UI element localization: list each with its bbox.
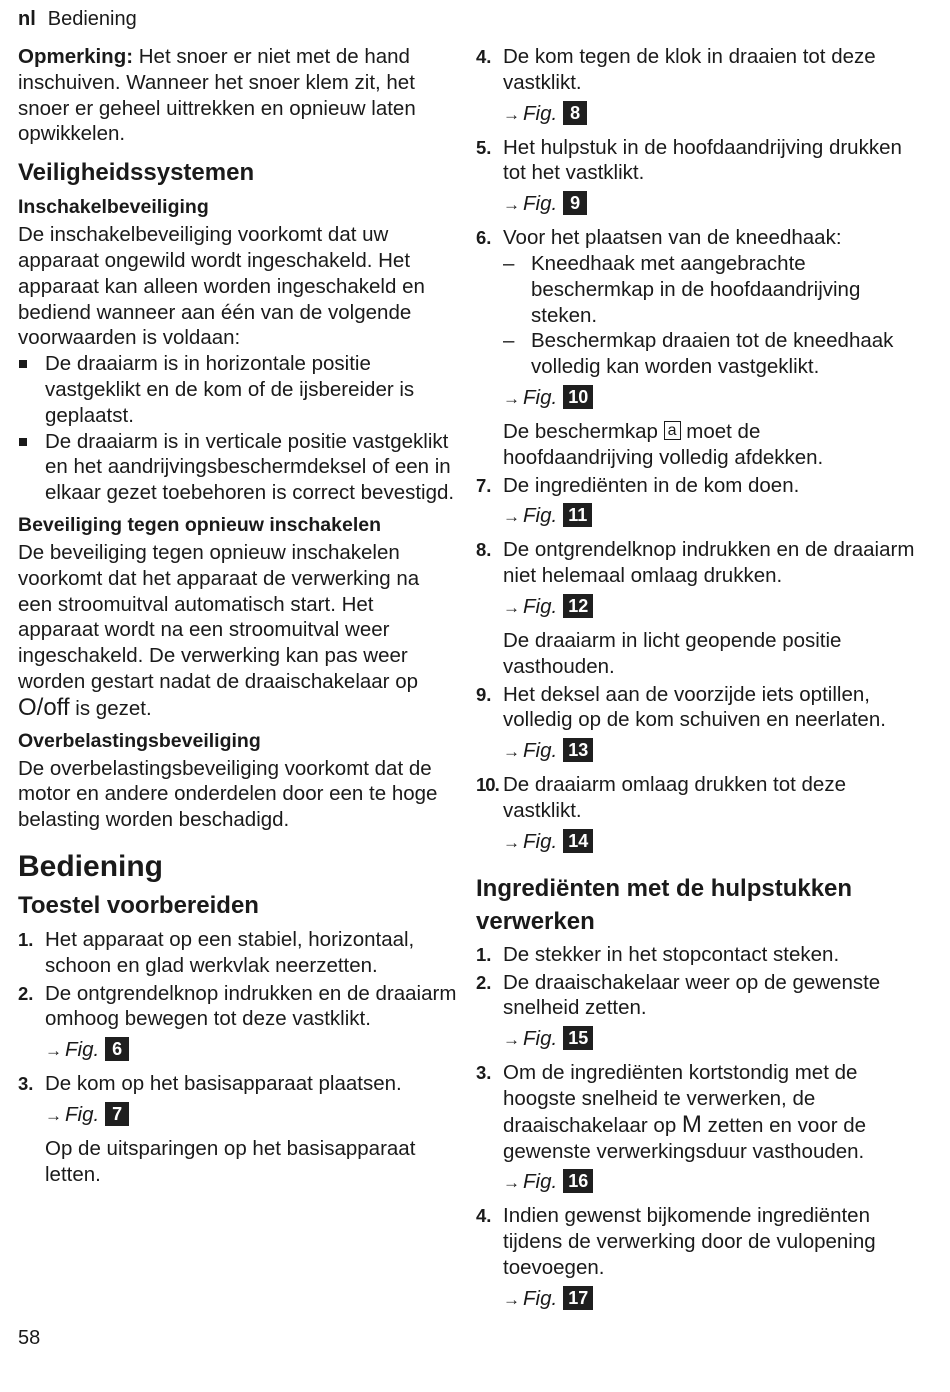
bullet-item [18, 429, 458, 506]
step-number: 2. [18, 982, 34, 1004]
arrow-icon: → [503, 388, 520, 408]
step-text: De ingrediënten in de kom doen. [503, 473, 800, 497]
step-text: Indien gewenst bijkomende ingrediënten tijdens de verwerking door de vulopening toevoegen. [503, 1204, 876, 1279]
header-section: Bediening [47, 8, 137, 30]
part-label-box: a [664, 421, 681, 440]
overload-text: De overbelastingsbeveiliging voorkomt dat de motor en andere onderdelen door een te hoge belasting worden beschadigd. [18, 756, 438, 832]
figure-reference [503, 1167, 916, 1198]
safety-heading: Veiligheidssystemen [18, 159, 255, 187]
fig-number: 12 [563, 594, 593, 618]
step-note [503, 419, 916, 471]
fig-number: 11 [563, 503, 592, 527]
step-text [503, 1060, 916, 1164]
figure-reference [503, 501, 916, 532]
fig-label: Fig. [65, 1102, 100, 1126]
fig-label: Fig. [65, 1038, 100, 1062]
switchon-text: De inschakelbeveiliging voorkomt dat uw apparaat ongewild wordt ingeschakeld. Het apparaat kan alleen worden ingeschakeld en bediend wanneer aan één van de volgende voorwaarden is voldaan: [18, 223, 425, 350]
arrow-icon: → [503, 1030, 520, 1050]
step-item [476, 473, 916, 533]
step-text: Voor het plaatsen van de kneedhaak: [503, 226, 842, 250]
step-item [476, 135, 916, 221]
step-item [476, 537, 916, 679]
note-label: Opmerking: [18, 45, 134, 68]
step-number: 1. [476, 943, 492, 965]
step-text: De draaiarm omlaag drukken tot deze vastklikt. [503, 773, 846, 822]
restart-text-part: De beveiliging tegen opnieuw inschakelen voorkomt dat het apparaat de verwerking na een stroomuitval automatisch start. Het apparaat wordt na een stroomuitval weer ingeschakeld. De verwerking kan pas weer worden gestart nadat de draaischakelaar op [18, 540, 420, 693]
step-text: De ontgrendelknop indrukken en de draaiarm omhoog bewegen tot deze vastklikt. [45, 981, 457, 1031]
fig-number: 7 [105, 1102, 129, 1126]
fig-number: 16 [563, 1169, 593, 1193]
figure-reference [45, 1035, 458, 1066]
step-item [18, 1071, 458, 1187]
fig-label: Fig. [523, 829, 558, 853]
process-heading: Ingrediënten met de hulpstukken verwerken [476, 874, 853, 935]
step-number: 8. [476, 539, 492, 561]
step-number: 5. [476, 136, 492, 158]
step-text: De ontgrendelknop indrukken en de draaiarm niet helemaal omlaag drukken. [503, 538, 915, 588]
step-item [18, 981, 458, 1067]
step-item [476, 44, 916, 130]
step-item [18, 927, 458, 979]
step-text: De kom tegen de klok in draaien tot deze vastklikt. [503, 45, 876, 94]
step-number: 3. [18, 1073, 34, 1095]
bullet-text: De draaiarm is in horizontale positie vastgeklikt en de kom of de ijsbereider is geplaatst. [45, 352, 415, 427]
bullet-square-icon [19, 360, 27, 368]
arrow-icon: → [503, 1173, 520, 1193]
step-item [476, 970, 916, 1056]
step-item [476, 1060, 916, 1198]
page-number: 58 [18, 1327, 41, 1349]
step-text: Het hulpstuk in de hoofdaandrijving drukken tot het vastklikt. [503, 135, 902, 185]
arrow-icon: → [503, 597, 520, 617]
fig-number: 10 [563, 385, 593, 409]
bullet-item [18, 351, 458, 428]
step-text: Het deksel aan de voorzijde iets optillen, volledig op de kom schuiven en neerlaten. [503, 682, 886, 732]
figure-reference [503, 99, 916, 130]
page-header [18, 6, 137, 32]
fig-label: Fig. [523, 504, 558, 528]
operation-heading: Bediening [18, 849, 164, 883]
restart-heading: Beveiliging tegen opnieuw inschakelen [18, 513, 381, 536]
figure-reference [503, 1024, 916, 1055]
figure-reference [503, 189, 916, 220]
step-number: 1. [18, 928, 34, 950]
arrow-icon: → [503, 742, 520, 762]
left-column [18, 44, 458, 1190]
step-text: De draaischakelaar weer op de gewenste snelheid zetten. [503, 970, 881, 1020]
language-code: nl [18, 8, 36, 30]
arrow-icon: → [503, 1289, 520, 1309]
step-note-part: De beschermkap [503, 419, 664, 443]
sub-text: Beschermkap draaien tot de kneedhaak volledig kan worden vastgeklikt. [531, 329, 894, 379]
figure-reference [503, 736, 916, 767]
figure-reference [503, 1284, 916, 1315]
step-text: Het apparaat op een stabiel, horizontaal, schoon en glad werkvlak neerzetten. [45, 927, 415, 977]
figure-reference [503, 827, 916, 858]
off-symbol: O/off [18, 693, 70, 721]
figure-reference [45, 1100, 458, 1131]
step-text-part: Om de ingrediënten kortstondig met de hoogste snelheid te verwerken, de draaischakelaar op [503, 1061, 858, 1137]
fig-label: Fig. [523, 1027, 558, 1051]
figure-reference [503, 592, 916, 623]
arrow-icon: → [503, 507, 520, 527]
fig-label: Fig. [523, 385, 558, 409]
fig-number: 17 [563, 1286, 593, 1310]
step-number: 9. [476, 683, 492, 705]
step-number: 6. [476, 227, 492, 249]
step-number: 10. [476, 774, 499, 796]
step-number: 3. [476, 1062, 492, 1084]
dash-mark: – [503, 251, 515, 275]
right-column [476, 44, 916, 1320]
step-note-part: moet de hoofdaandrijving volledig afdekken. [503, 419, 824, 469]
overload-heading: Overbelastingsbeveiliging [18, 729, 261, 752]
arrow-icon: → [503, 104, 520, 124]
step-text-part: zetten en voor de gewenste verwerkingsduur vasthouden. [503, 1113, 867, 1163]
fig-label: Fig. [523, 101, 558, 125]
fig-number: 9 [563, 191, 587, 215]
step-item [476, 1203, 916, 1314]
step-note: De draaiarm in licht geopende positie vasthouden. [503, 628, 842, 678]
note-paragraph [18, 44, 458, 147]
fig-number: 6 [105, 1037, 129, 1061]
fig-label: Fig. [523, 1170, 558, 1194]
step-note: Op de uitsparingen op het basisapparaat letten. [45, 1136, 416, 1186]
fig-number: 15 [563, 1026, 593, 1050]
step-item [476, 682, 916, 768]
arrow-icon: → [503, 832, 520, 852]
step-number: 4. [476, 46, 492, 67]
sub-item [503, 328, 916, 380]
restart-text [18, 540, 458, 722]
step-number: 2. [476, 971, 492, 993]
fig-label: Fig. [523, 594, 558, 618]
fig-number: 13 [563, 738, 593, 762]
arrow-icon: → [503, 195, 520, 215]
fig-label: Fig. [523, 192, 558, 216]
step-text: De stekker in het stopcontact steken. [503, 942, 840, 966]
fig-number: 8 [563, 101, 587, 125]
max-symbol: M [681, 1110, 702, 1138]
step-number: 4. [476, 1205, 492, 1227]
step-item [476, 942, 916, 968]
step-number: 7. [476, 474, 492, 496]
prepare-heading: Toestel voorbereiden [18, 891, 259, 919]
restart-text-part: is gezet. [69, 696, 152, 720]
sub-text: Kneedhaak met aangebrachte beschermkap in de hoofdaandrijving steken. [531, 251, 861, 327]
dash-mark: – [503, 329, 515, 353]
figure-reference [503, 383, 916, 414]
switchon-heading: Inschakelbeveiliging [18, 196, 209, 219]
arrow-icon: → [45, 1105, 62, 1125]
step-item [476, 772, 916, 858]
note-text: Het snoer er niet met de hand inschuiven. Wanneer het snoer klem zit, het snoer er geheel uittrekken en opnieuw laten opwikkelen. [18, 45, 416, 146]
sub-item [503, 251, 916, 328]
fig-number: 14 [563, 829, 593, 853]
arrow-icon: → [45, 1041, 62, 1061]
fig-label: Fig. [523, 739, 558, 763]
bullet-text: De draaiarm is in verticale positie vastgeklikt en het aandrijvingsbeschermdeksel of een in elkaar gezet toebehoren is correct bevestigd. [45, 429, 455, 505]
bullet-square-icon [19, 438, 27, 446]
step-item [476, 225, 916, 470]
step-text: De kom op het basisapparaat plaatsen. [45, 1072, 402, 1096]
fig-label: Fig. [523, 1286, 558, 1310]
